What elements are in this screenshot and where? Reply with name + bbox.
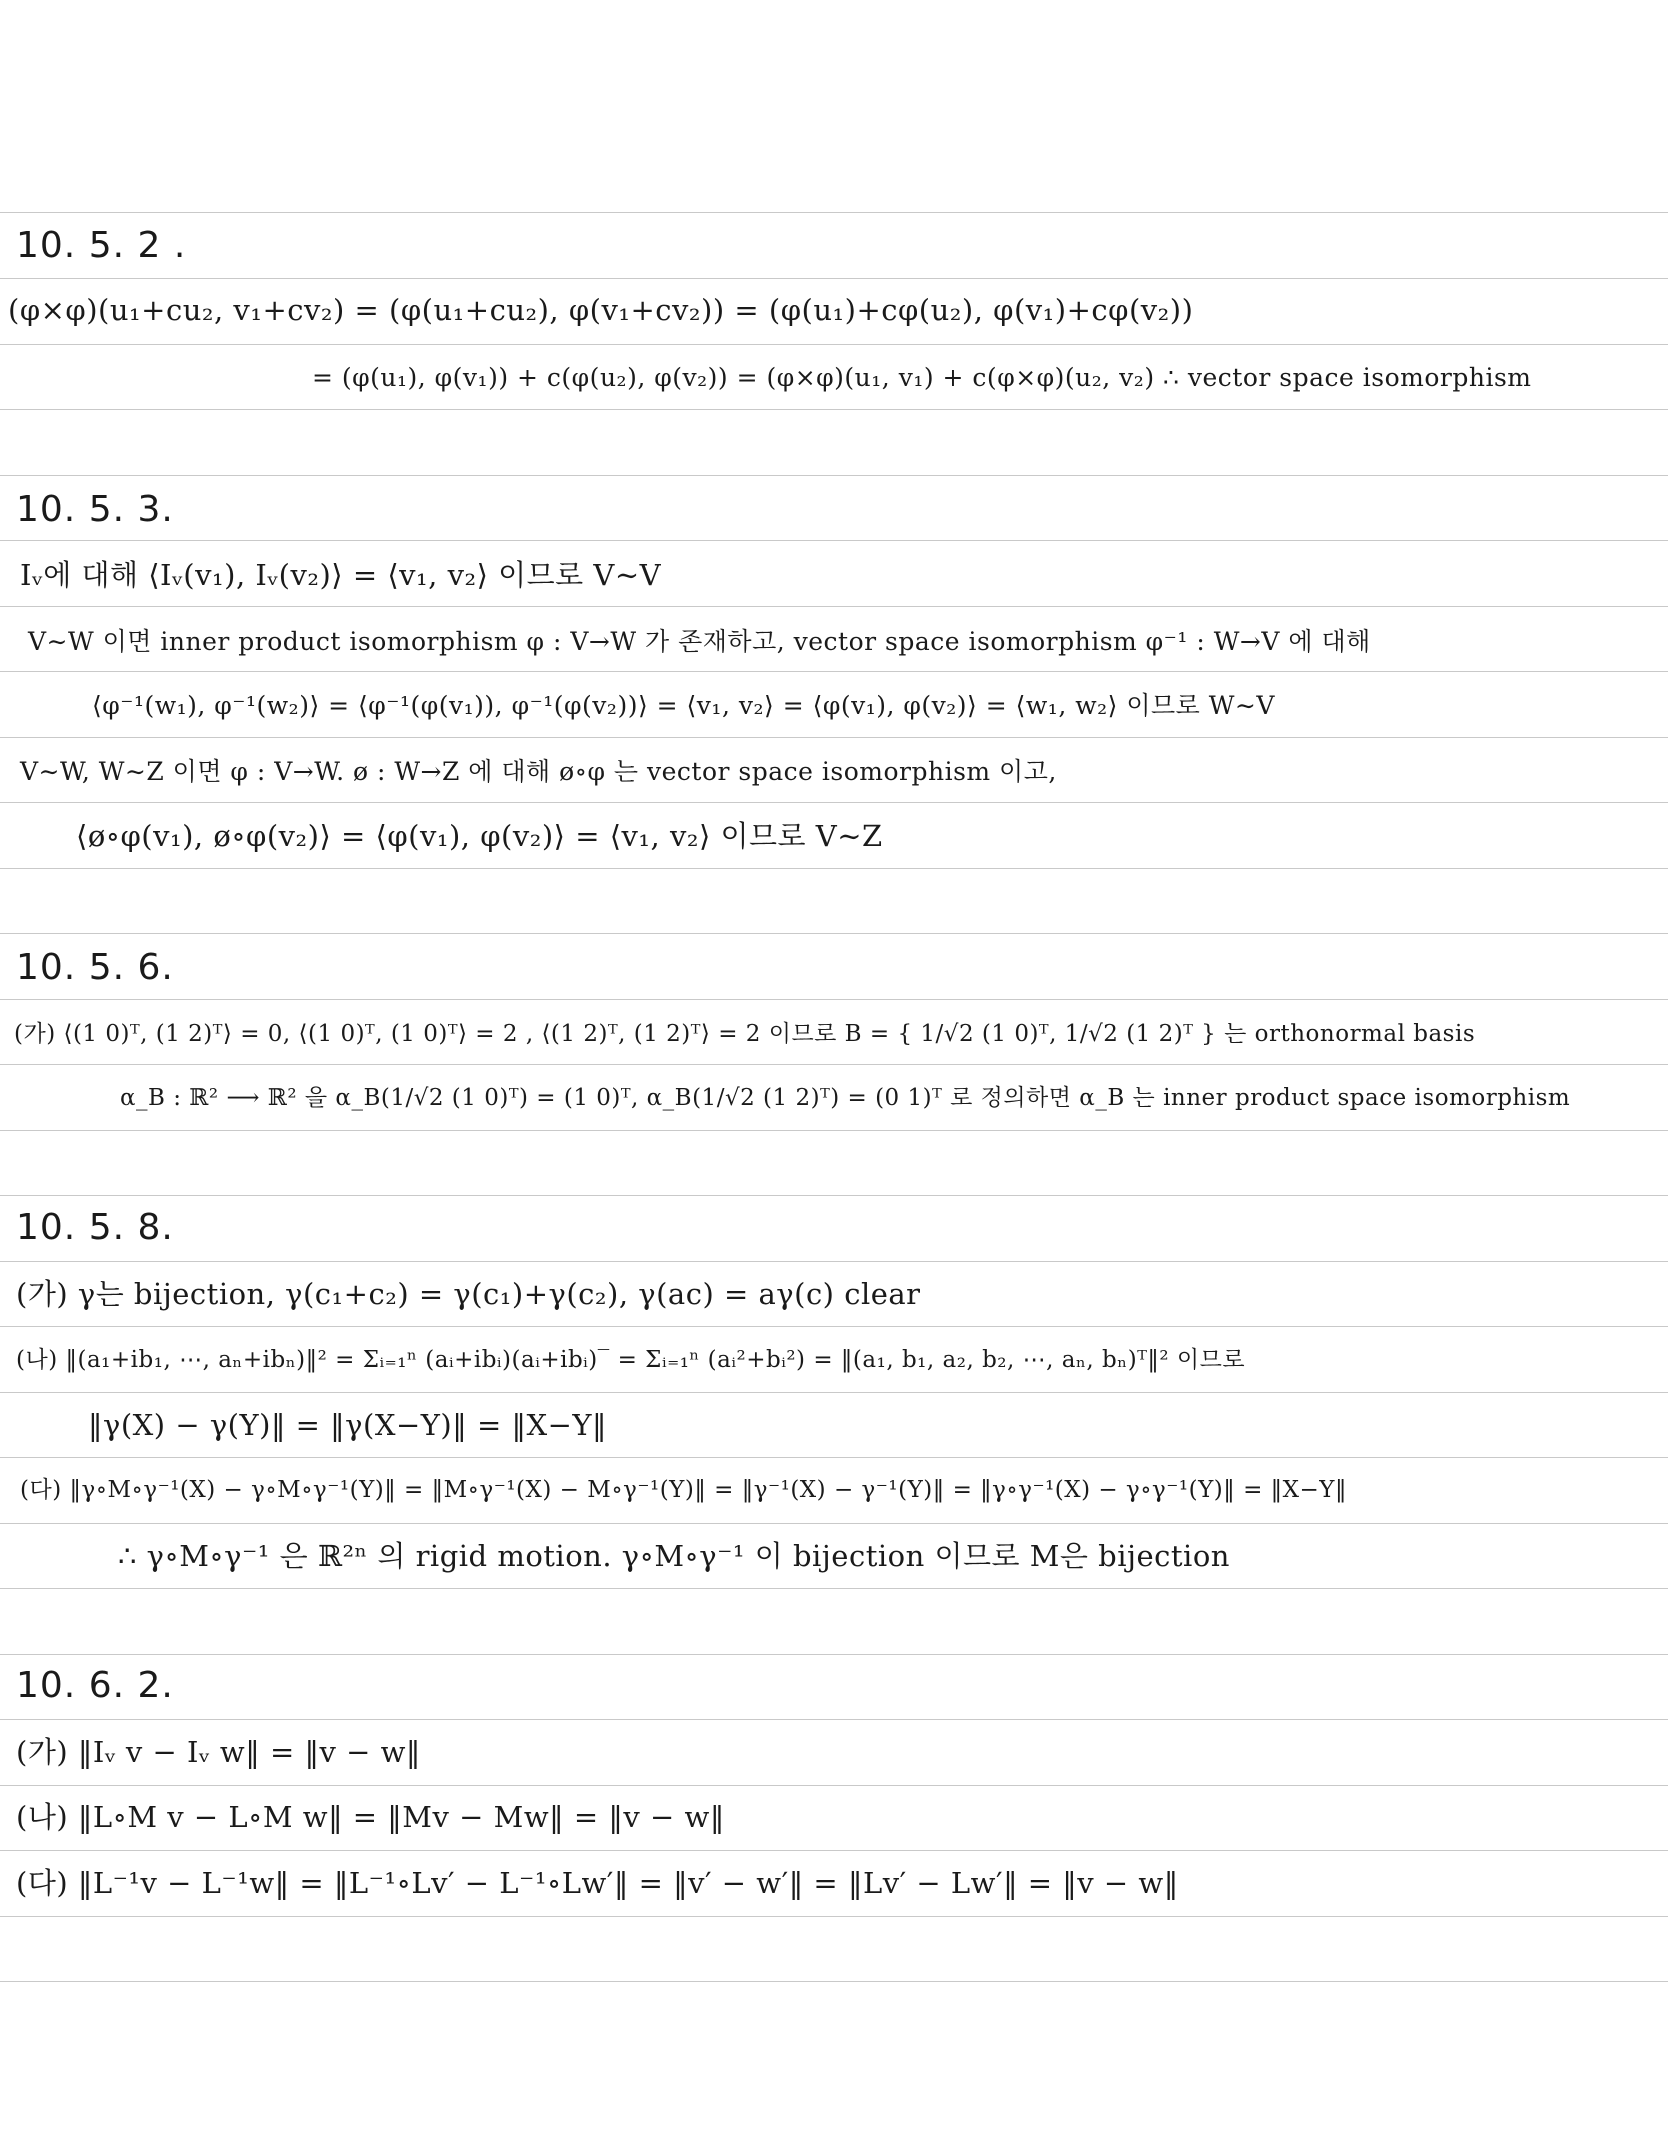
- section-heading: 10. 5. 3.: [16, 489, 174, 530]
- proof-line: ∴ γ∘M∘γ⁻¹ 은 ℝ²ⁿ 의 rigid motion. γ∘M∘γ⁻¹ 이 bijection 이므로 M은 bijection: [118, 1539, 1230, 1573]
- proof-line: (나) ‖L∘M v − L∘M w‖ = ‖Mv − Mw‖ = ‖v − w‖: [16, 1800, 725, 1834]
- proof-line: Iᵥ에 대해 ⟨Iᵥ(v₁), Iᵥ(v₂)⟩ = ⟨v₁, v₂⟩ 이므로 V∼V: [20, 558, 662, 592]
- section-heading: 10. 6. 2.: [16, 1665, 174, 1706]
- proof-line: (다) ‖L⁻¹v − L⁻¹w‖ = ‖L⁻¹∘Lv′ − L⁻¹∘Lw′‖ = ‖v′ − w′‖ = ‖Lv′ − Lw′‖ = ‖v − w‖: [16, 1866, 1179, 1900]
- proof-line: α_B : ℝ² ⟶ ℝ² 을 α_B(1/√2 (1 0)ᵀ) = (1 0)ᵀ, α_B(1/√2 (1 2)ᵀ) = (0 1)ᵀ 로 정의하면 α_B 는 inner product space isomorphism: [120, 1085, 1571, 1111]
- section-heading: 10. 5. 8.: [16, 1207, 174, 1248]
- proof-line: (가) ‖Iᵥ v − Iᵥ w‖ = ‖v − w‖: [16, 1735, 421, 1769]
- proof-line: ‖γ(X) − γ(Y)‖ = ‖γ(X−Y)‖ = ‖X−Y‖: [88, 1408, 608, 1442]
- proof-line: (다) ‖γ∘M∘γ⁻¹(X) − γ∘M∘γ⁻¹(Y)‖ = ‖M∘γ⁻¹(X) − M∘γ⁻¹(Y)‖ = ‖γ⁻¹(X) − γ⁻¹(Y)‖ = ‖γ∘γ⁻¹(X) − γ∘γ⁻¹(Y)‖ = ‖X−Y‖: [20, 1477, 1347, 1503]
- proof-line: ⟨φ⁻¹(w₁), φ⁻¹(w₂)⟩ = ⟨φ⁻¹(φ(v₁)), φ⁻¹(φ(v₂))⟩ = ⟨v₁, v₂⟩ = ⟨φ(v₁), φ(v₂)⟩ = ⟨w₁, w₂⟩ 이므로 W∼V: [92, 691, 1275, 720]
- proof-line: (나) ‖(a₁+ib₁, ⋯, aₙ+ibₙ)‖² = Σᵢ₌₁ⁿ (aᵢ+ibᵢ)(aᵢ+ibᵢ)‾ = Σᵢ₌₁ⁿ (aᵢ²+bᵢ²) = ‖(a₁, b₁, a₂, b₂, ⋯, aₙ, bₙ)ᵀ‖² 이므로: [16, 1347, 1246, 1373]
- proof-line: (가) ⟨(1 0)ᵀ, (1 2)ᵀ⟩ = 0, ⟨(1 0)ᵀ, (1 0)ᵀ⟩ = 2 , ⟨(1 2)ᵀ, (1 2)ᵀ⟩ = 2 이므로 B = { 1/√2 (1 0)ᵀ, 1/√2 (1 2)ᵀ } 는 orthonormal basis: [14, 1021, 1476, 1047]
- proof-line: ⟨ø∘φ(v₁), ø∘φ(v₂)⟩ = ⟨φ(v₁), φ(v₂)⟩ = ⟨v₁, v₂⟩ 이므로 V∼Z: [76, 819, 883, 853]
- proof-line: = (φ(u₁), φ(v₁)) + c(φ(u₂), φ(v₂)) = (φ×φ)(u₁, v₁) + c(φ×φ)(u₂, v₂) ∴ vector space isomorphism: [312, 363, 1532, 392]
- proof-line: V∼W, W∼Z 이면 φ : V→W. ø : W→Z 에 대해 ø∘φ 는 vector space isomorphism 이고,: [20, 757, 1057, 786]
- proof-line: (가) γ는 bijection, γ(c₁+c₂) = γ(c₁)+γ(c₂), γ(ac) = aγ(c) clear: [16, 1277, 921, 1311]
- section-heading: 10. 5. 2 .: [16, 225, 187, 266]
- proof-line: V∼W 이면 inner product isomorphism φ : V→W 가 존재하고, vector space isomorphism φ⁻¹ : W→V 에 대해: [28, 627, 1371, 656]
- proof-line: (φ×φ)(u₁+cu₂, v₁+cv₂) = (φ(u₁+cu₂), φ(v₁+cv₂)) = (φ(u₁)+cφ(u₂), φ(v₁)+cφ(v₂)): [8, 293, 1194, 327]
- section-heading: 10. 5. 6.: [16, 947, 174, 988]
